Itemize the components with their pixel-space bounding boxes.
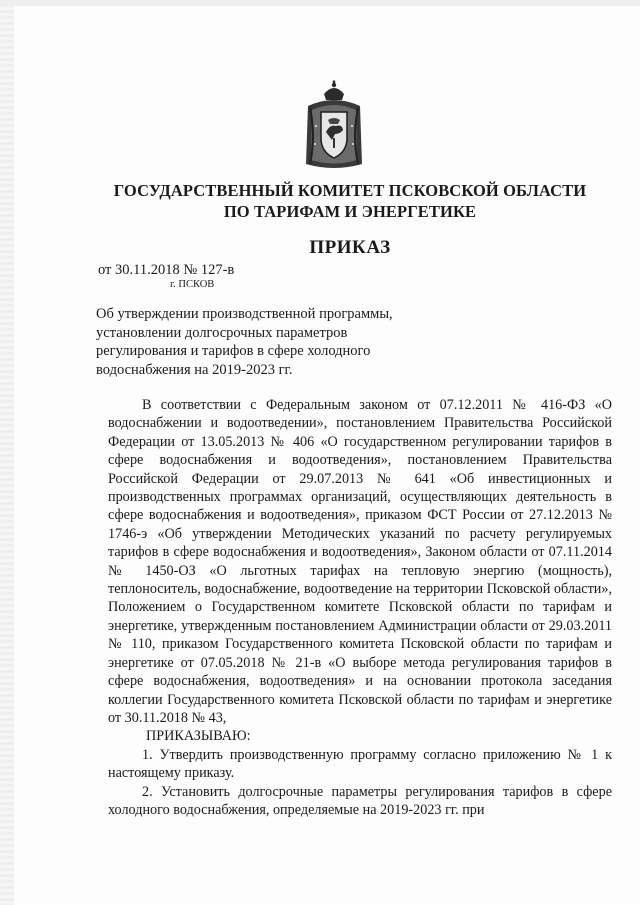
order-word: ПРИКАЗЫВАЮ: [146,728,251,745]
scan-edge-top [0,0,640,6]
scan-edge [0,0,14,905]
document-subject: Об утверждении производственной программы, установлении долгосрочных параметров регулирования и тарифов в сфере холодного водоснабжения на 2019-2023 гг. [96,306,393,378]
date-number: от 30.11.2018 № 127-в [98,262,235,278]
committee-line-1: ГОСУДАРСТВЕННЫЙ КОМИТЕТ ПСКОВСКОЙ ОБЛАСТИ [113,181,587,200]
committee-line-2: ПО ТАРИФАМ И ЭНЕРГЕТИКЕ [223,202,477,221]
preamble-paragraph: В соответствии с Федеральным законом от 07.12.2011 № 416-ФЗ «О водоснабжении и водоотведении», постановлением Правительства Российской Федерации от 13.05.2013 № 406 «О государственном регулировании тарифов в сфере водоснабжения и водоотведения», постановлением Правительства Российской Федерации от 29.07.2013 № 641 «Об инвестиционных и производственных программах организаций, осуществляющих деятельность в сфере водоснабжения и водоотведения», приказом ФСТ России от 27.12.2013 № 1746-э «Об утверждении Методических указаний по расчету регулируемых тарифов в сфере водоснабжения и водоотведения», Законом области от 07.11.2014 № 1450-ОЗ «О льготных тарифах на тепловую энергию (мощность), теплоноситель, водоснабжение, водоотведение на территории Псковской области», Положением о Государственном комитете Псковской области по тарифам и энергетике, утвержденным постановлением Администрации области от 29.03.2011 № 110, приказом Государственного комитета Псковской области по тарифам и энергетике от 07.05.2018 № 21-в «О выборе метода регулирования тарифов в сфере водоснабжения, водоотведения» и на основании протокола заседания коллегии Государственного комитета Псковской области по тарифам и энергетике от 30.11.2018 № 43, [108,397,612,726]
committee-name [100,180,600,222]
coat-of-arms-icon [302,80,366,172]
document-type: ПРИКАЗ [309,237,391,258]
order-item-2: 2. Установить долгосрочные параметры регулирования тарифов в сфере холодного водоснабжения, определяемые на 2019-2023 гг. при [108,783,612,818]
document-body [108,396,612,819]
city: г. ПСКОВ [170,279,215,290]
order-item-1: 1. Утвердить производственную программу согласно приложению № 1 к настоящему приказу. [108,746,612,782]
